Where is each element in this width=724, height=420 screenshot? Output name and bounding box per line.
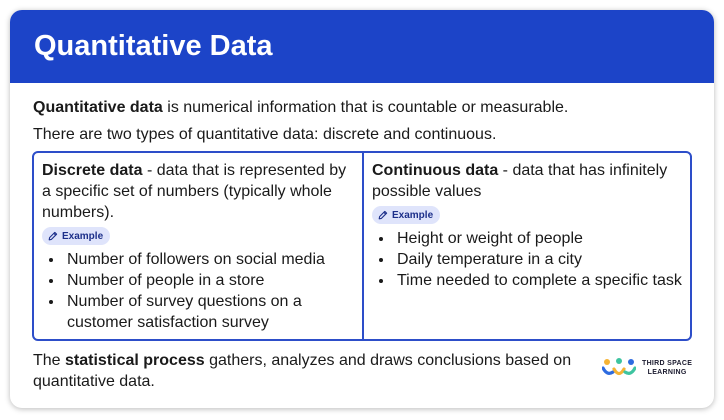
continuous-description: - data that has infinitely possible values [372, 162, 668, 200]
pencil-icon [378, 210, 388, 220]
example-label: Example [62, 230, 104, 242]
continuous-example-badge [372, 206, 440, 224]
footer-prefix: The [33, 352, 66, 369]
logo-line-1: THIRD SPACE [642, 360, 693, 367]
footer-term: statistical process [65, 352, 205, 369]
types-paragraph: There are two types of quantitative data: discrete and continuous. [33, 126, 497, 143]
list-item: • Number of people in a store [64, 270, 354, 291]
discrete-list [42, 249, 354, 333]
data-types-table [32, 151, 692, 341]
discrete-example-badge [42, 227, 110, 245]
definition-term: Quantitative data [33, 99, 163, 116]
logo-text [642, 359, 692, 377]
page-title: Quantitative Data [34, 30, 273, 62]
discrete-description: - data that is represented by a specific set of numbers (typically whole numbers). [42, 162, 347, 221]
header-banner [10, 10, 714, 83]
continuous-definition [372, 160, 682, 202]
definition-paragraph [33, 97, 568, 118]
list-item: • Daily temperature in a city [394, 249, 682, 270]
footer-paragraph [33, 350, 593, 392]
info-card [10, 10, 714, 408]
logo-line-2: LEARNING [647, 369, 687, 376]
discrete-term: Discrete data [42, 162, 143, 179]
example-label: Example [392, 209, 434, 221]
footer-text: gathers, analyzes and draws conclusions based on quantitative data. [33, 352, 572, 390]
continuous-list [372, 228, 682, 291]
pencil-icon [48, 231, 58, 241]
list-item: • Number of survey questions on a customer satisfaction survey [64, 291, 354, 333]
discrete-definition [42, 160, 354, 223]
brand-logo [602, 357, 692, 379]
discrete-column [34, 153, 364, 339]
continuous-column [364, 153, 690, 339]
logo-mark-icon [602, 357, 636, 379]
continuous-term: Continuous data [372, 162, 499, 179]
definition-text: is numerical information that is countable or measurable. [162, 99, 569, 116]
list-item: • Time needed to complete a specific task [394, 270, 682, 291]
list-item: • Height or weight of people [394, 228, 682, 249]
list-item: • Number of followers on social media [64, 249, 354, 270]
